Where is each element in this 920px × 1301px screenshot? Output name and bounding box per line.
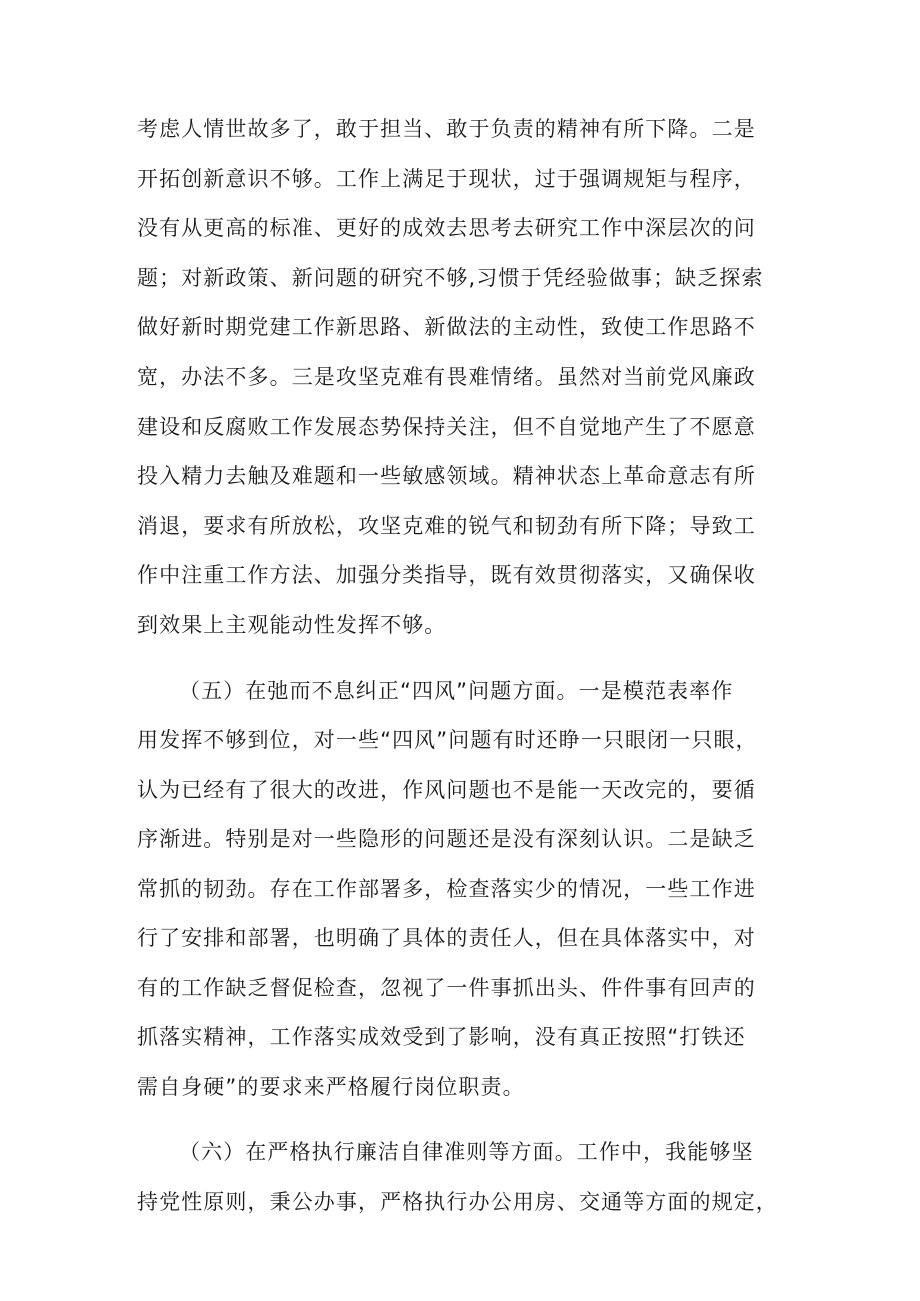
paragraph-2-line-2: 用发挥不够到位，对一些“四风”问题有时还睁一只眼闭一只眼， (137, 728, 758, 752)
paragraph-2-line-5: 常抓的韧劲。存在工作部署多，检查落实少的情况，一些工作进 (137, 877, 756, 901)
paragraph-2-line-7: 有的工作缺乏督促检查，忽视了一件事抓出头、件件事有回声的 (137, 976, 756, 1000)
paragraph-2-line-4: 序渐进。特别是对一些隐形的问题还是没有深刻认识。二是缺乏 (137, 827, 756, 851)
paragraph-1-line-11: 到效果上主观能动性发挥不够。 (137, 613, 447, 637)
paragraph-1-line-4: 题；对新政策、新问题的研究不够,习惯于凭经验做事；缺乏探索 (137, 266, 764, 290)
paragraph-2-line-8: 抓落实精神，工作落实成效受到了影响，没有真正按照“打铁还 (137, 1025, 746, 1049)
paragraph-1-line-10: 作中注重工作方法、加强分类指导，既有效贯彻落实，又确保收 (137, 563, 756, 587)
paragraph-1-line-5: 做好新时期党建工作新思路、新做法的主动性，致使工作思路不 (137, 315, 756, 339)
paragraph-2-line-9: 需自身硬”的要求来严格履行岗位职责。 (137, 1075, 525, 1099)
paragraph-2-line-3: 认为已经有了很大的改进，作风问题也不是能一天改完的，要循 (137, 778, 756, 802)
paragraph-1-line-2: 开拓创新意识不够。工作上满足于现状，过于强调规矩与程序， (137, 167, 756, 191)
paragraph-2-line-1: （五）在弛而不息纠正“四风”问题方面。一是模范表率作 (179, 679, 734, 703)
paragraph-1-line-9: 消退，要求有所放松，攻坚克难的锐气和韧劲有所下降；导致工 (137, 514, 756, 538)
paragraph-1-line-7: 建设和反腐败工作发展态势保持关注，但不自觉地产生了不愿意 (137, 415, 756, 439)
paragraph-3-line-1: （六）在严格执行廉洁自律准则等方面。工作中，我能够坚 (179, 1140, 754, 1164)
paragraph-2-line-6: 行了安排和部署，也明确了具体的责任人，但在具体落实中，对 (137, 926, 756, 950)
paragraph-1-line-3: 没有从更高的标准、更好的成效去思考去研究工作中深层次的问 (137, 216, 756, 240)
paragraph-3-line-2: 持党性原则，秉公办事，严格执行办公用房、交通等方面的规定， (137, 1190, 778, 1214)
paragraph-1-line-8: 投入精力去触及难题和一些敏感领域。精神状态上革命意志有所 (137, 464, 756, 488)
paragraph-1-line-6: 宽，办法不多。三是攻坚克难有畏难情绪。虽然对当前党风廉政 (137, 365, 756, 389)
paragraph-1-line-1: 考虑人情世故多了，敢于担当、敢于负责的精神有所下降。二是 (137, 117, 756, 141)
